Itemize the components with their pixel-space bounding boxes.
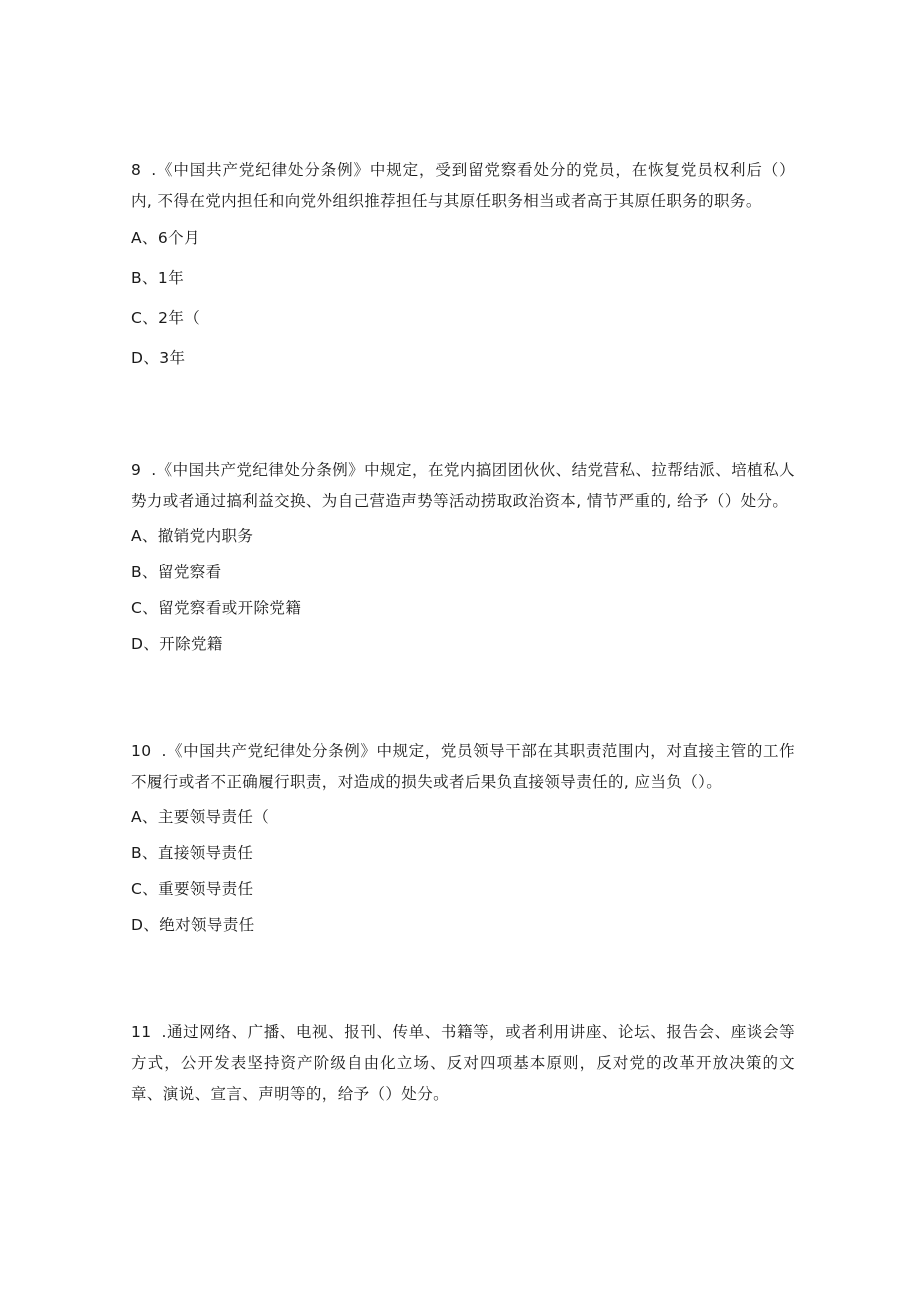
question-9 xyxy=(131,455,795,670)
option-d: D、绝对领导责任 xyxy=(131,916,255,934)
question-body: .《中国共产党纪律处分条例》中规定，受到留党察看处分的党员，在恢复党员权利后（）内, 不得在党内担任和向党外组织推荐担任与其原任职务相当或者高于其原任职务的职务。 xyxy=(131,161,795,210)
option-c: C、2年（ xyxy=(131,309,201,327)
question-body: .通过网络、广播、电视、报刊、传单、书籍等，或者利用讲座、论坛、报告会、座谈会等方式，公开发表坚持资产阶级自由化立场、反对四项基本原则，反对党的改革开放决策的文章、演说、宣言、声明等的，给予（）处分。 xyxy=(131,1023,795,1103)
option-b: B、直接领导责任 xyxy=(131,844,254,862)
question-number: 10 xyxy=(131,742,152,760)
option-c: C、留党察看或开除党籍 xyxy=(131,599,302,617)
question-text xyxy=(131,1017,795,1110)
option-d: D、3年 xyxy=(131,349,186,367)
option-list xyxy=(131,228,795,368)
question-number: 9 xyxy=(131,461,142,479)
option-c: C、重要领导责任 xyxy=(131,880,254,898)
question-body: .《中国共产党纪律处分条例》中规定，党员领导干部在其职责范围内，对直接主管的工作不履行或者不正确履行职责，对造成的损失或者后果负直接领导责任的, 应当负（）。 xyxy=(131,742,795,791)
option-d: D、开除党籍 xyxy=(131,635,223,653)
question-8 xyxy=(131,155,795,388)
question-text xyxy=(131,736,795,798)
option-a: A、撤销党内职务 xyxy=(131,527,254,545)
question-text xyxy=(131,155,795,217)
option-b: B、1年 xyxy=(131,269,185,287)
question-text xyxy=(131,455,795,517)
question-number: 11 xyxy=(131,1023,152,1041)
option-b: B、留党察看 xyxy=(131,563,222,581)
question-11 xyxy=(131,1017,795,1110)
question-number: 8 xyxy=(131,161,142,179)
option-a: A、主要领导责任（ xyxy=(131,808,270,826)
option-list xyxy=(131,807,795,935)
question-body: .《中国共产党纪律处分条例》中规定，在党内搞团团伙伙、结党营私、拉帮结派、培植私人势力或者通过搞利益交换、为自己营造声势等活动捞取政治资本, 情节严重的, 给予（）处分。 xyxy=(131,461,795,510)
option-a: A、6个月 xyxy=(131,229,200,247)
option-list xyxy=(131,526,795,654)
question-10 xyxy=(131,736,795,951)
